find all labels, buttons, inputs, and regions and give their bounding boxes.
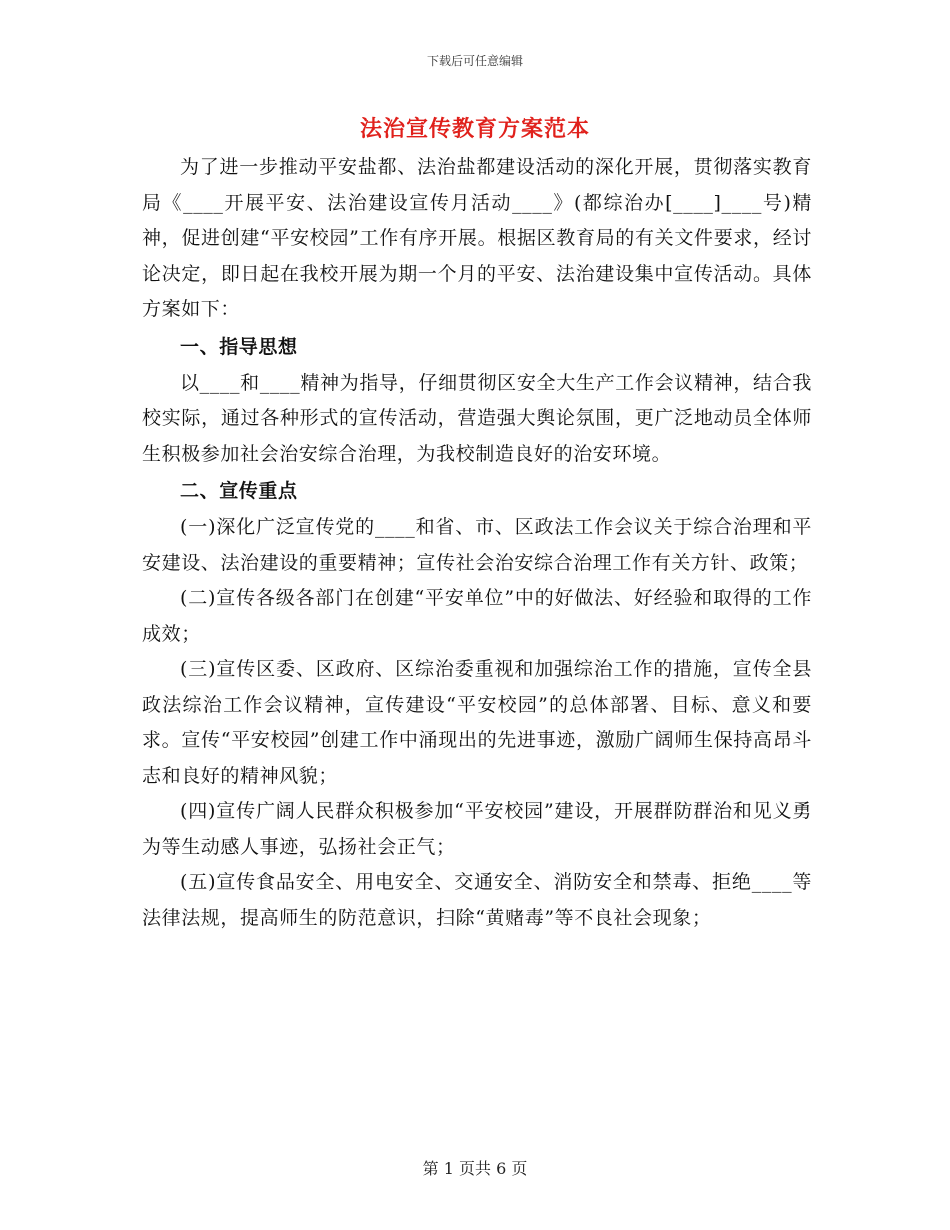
document-body <box>142 150 812 936</box>
section-1-paragraph: 以____和____精神为指导，仔细贯彻区安全大生产工作会议精神，结合我校实际，通过各种形式的宣传活动，营造强大舆论氛围，更广泛地动员全体师生积极参加社会治安综合治理，为我校制造良好的治安环境。 <box>142 371 812 465</box>
page-footer: 第 1 页共 6 页 <box>422 1159 528 1178</box>
section-2-item-4: (四)宣传广阔人民群众积极参加“平安校园”建设，开展群防群治和见义勇为等生动感人事迹，弘扬社会正气； <box>142 800 812 858</box>
section-1-heading: 一、指导思想 <box>180 335 298 358</box>
document-title: 法治宣传教育方案范本 <box>359 116 590 142</box>
header-note: 下载后可任意编辑 <box>426 54 523 68</box>
section-2-item-2: (二)宣传各级各部门在创建“平安单位”中的好做法、好经验和取得的工作成效； <box>142 587 812 645</box>
section-2-heading: 二、宣传重点 <box>180 480 298 502</box>
section-2-item-5: (五)宣传食品安全、用电安全、交通安全、消防安全和禁毒、拒绝____等法律法规，提高师生的防范意识，扫除“黄赌毒”等不良社会现象； <box>142 871 812 929</box>
section-2-item-3: (三)宣传区委、区政府、区综治委重视和加强综治工作的措施，宣传全县政法综治工作会议精神，宣传建设“平安校园”的总体部署、目标、意义和要求。宣传“平安校园”创建工作中涌现出的先进事迹，激励广阔师生保持高昂斗志和良好的精神风貌； <box>142 658 812 787</box>
section-2-item-1: (一)深化广泛宣传党的____和省、市、区政法工作会议关于综合治理和平安建设、法治建设的重要精神；宣传社会治安综合治理工作有关方针、政策； <box>142 516 812 574</box>
intro-paragraph: 为了进一步推动平安盐都、法治盐都建设活动的深化开展，贯彻落实教育局《____开展平安、法治建设宣传月活动____》(都综治办[____]____号)精神，促进创建“平安校园”工作有序开展。根据区教育局的有关文件要求，经讨论决定，即日起在我校开展为期一个月的平安、法治建设集中宣传活动。具体方案如下： <box>142 156 812 320</box>
